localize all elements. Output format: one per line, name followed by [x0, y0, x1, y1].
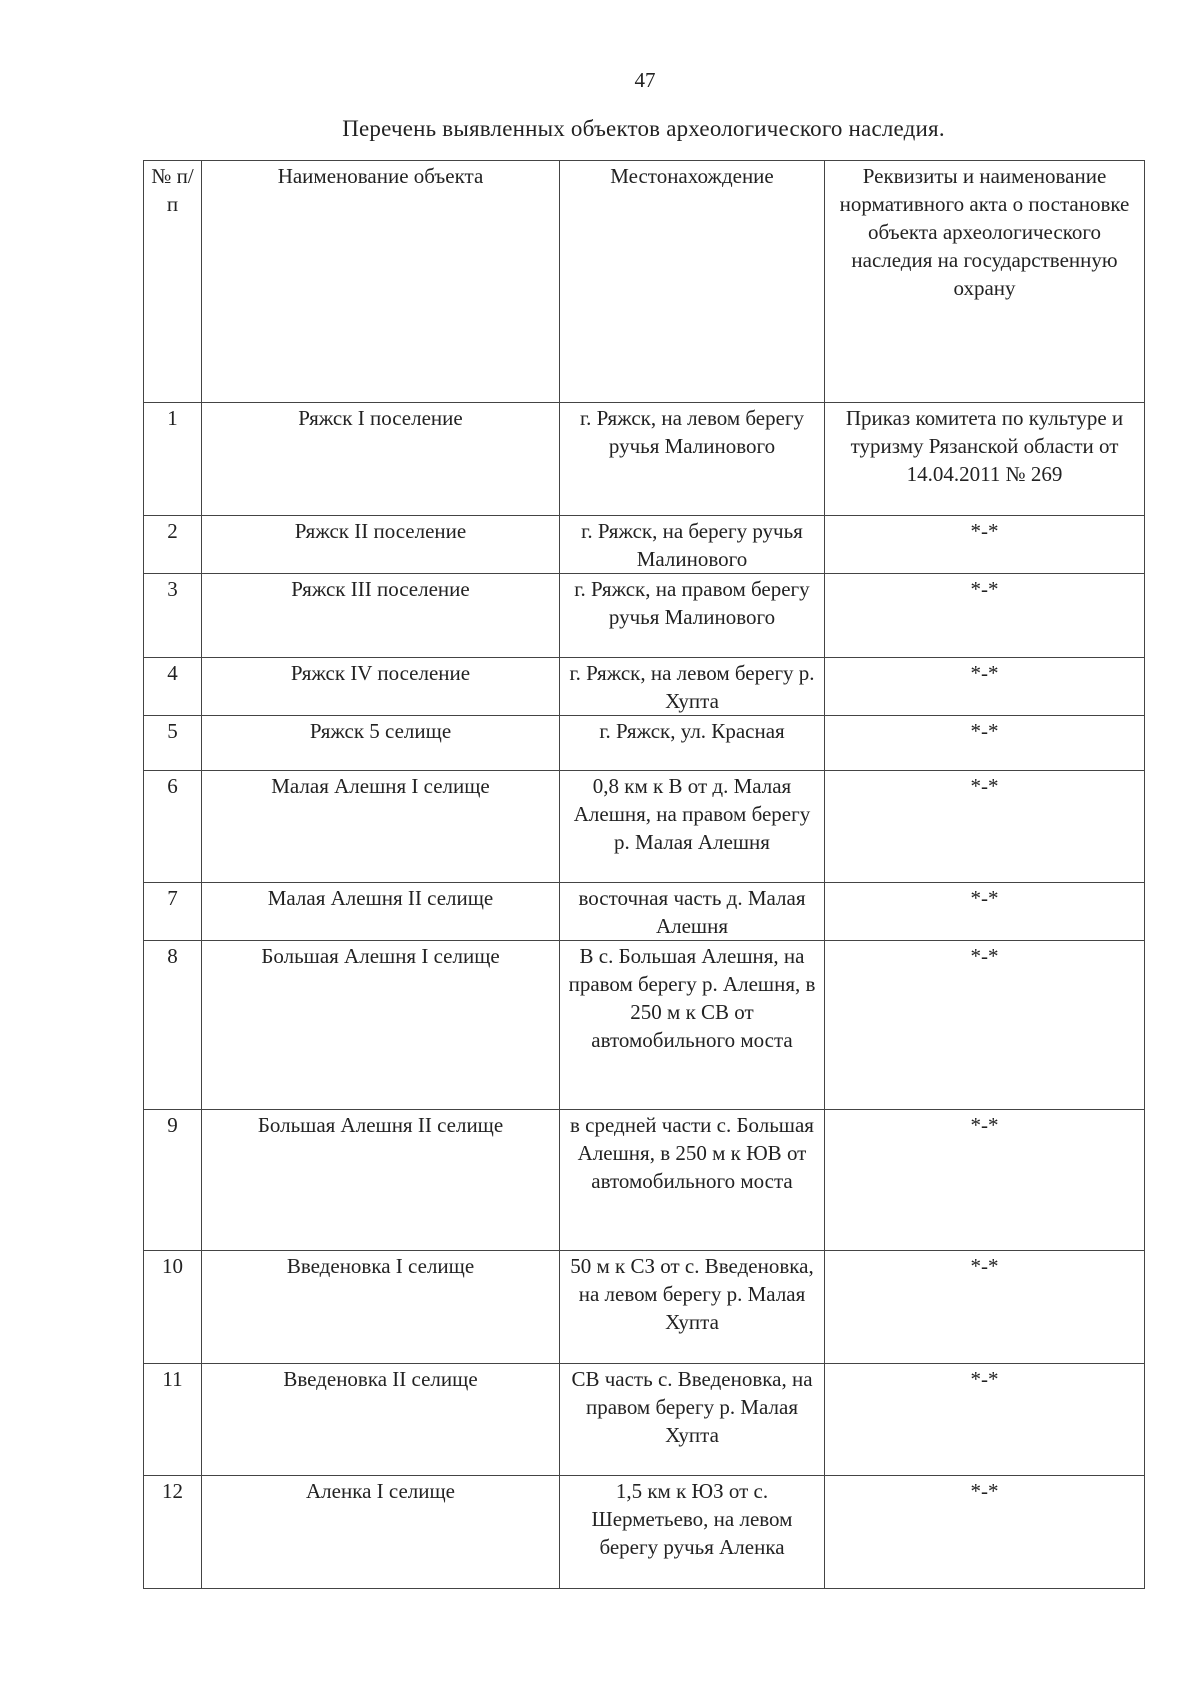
header-name: Наименование объекта: [202, 161, 560, 403]
cell-object-name: Ряжск 5 селище: [202, 716, 560, 771]
cell-num: 1: [144, 403, 202, 516]
page-number: 47: [634, 68, 656, 92]
cell-act: *-*: [825, 883, 1145, 941]
cell-object-name: Малая Алешня I селище: [202, 771, 560, 883]
table-row: [144, 1476, 1145, 1589]
cell-location: 50 м к СЗ от с. Введеновка, на левом берегу р. Малая Хупта: [560, 1251, 825, 1364]
table-row: [144, 883, 1145, 941]
cell-object-name: Ряжск IV поселение: [202, 658, 560, 716]
cell-act: *-*: [825, 658, 1145, 716]
cell-act: *-*: [825, 941, 1145, 1110]
table-row: [144, 1110, 1145, 1251]
cell-act: *-*: [825, 771, 1145, 883]
cell-act: *-*: [825, 716, 1145, 771]
header-num: № п/п: [144, 161, 202, 403]
cell-num: 11: [144, 1364, 202, 1476]
cell-location: г. Ряжск, на левом берегу ручья Малинового: [560, 403, 825, 516]
table-row: [144, 771, 1145, 883]
table-row: [144, 658, 1145, 716]
cell-act: *-*: [825, 1110, 1145, 1251]
cell-num: 9: [144, 1110, 202, 1251]
cell-num: 2: [144, 516, 202, 574]
cell-act: Приказ комитета по культуре и туризму Рязанской области от 14.04.2011 № 269: [825, 403, 1145, 516]
cell-location: В с. Большая Алешня, на правом берегу р. Алешня, в 250 м к СВ от автомобильного моста: [560, 941, 825, 1110]
cell-num: 10: [144, 1251, 202, 1364]
cell-location: восточная часть д. Малая Алешня: [560, 883, 825, 941]
cell-location: СВ часть с. Введеновка, на правом берегу р. Малая Хупта: [560, 1364, 825, 1476]
cell-num: 5: [144, 716, 202, 771]
cell-location: г. Ряжск, на берегу ручья Малинового: [560, 516, 825, 574]
table-row: [144, 716, 1145, 771]
cell-location: 1,5 км к ЮЗ от с. Шерметьево, на левом берегу ручья Аленка: [560, 1476, 825, 1589]
cell-location: в средней части с. Большая Алешня, в 250 м к ЮВ от автомобильного моста: [560, 1110, 825, 1251]
cell-object-name: Ряжск II поселение: [202, 516, 560, 574]
cell-num: 3: [144, 574, 202, 658]
cell-location: 0,8 км к В от д. Малая Алешня, на правом берегу р. Малая Алешня: [560, 771, 825, 883]
cell-object-name: Большая Алешня II селище: [202, 1110, 560, 1251]
cell-act: *-*: [825, 1364, 1145, 1476]
cell-object-name: Введеновка II селище: [202, 1364, 560, 1476]
cell-object-name: Аленка I селище: [202, 1476, 560, 1589]
table-row: [144, 516, 1145, 574]
table-row: [144, 403, 1145, 516]
cell-location: г. Ряжск, на правом берегу ручья Малинового: [560, 574, 825, 658]
cell-object-name: Ряжск I поселение: [202, 403, 560, 516]
table-row: [144, 1251, 1145, 1364]
cell-object-name: Введеновка I селище: [202, 1251, 560, 1364]
table-body: [144, 161, 1145, 1589]
cell-num: 6: [144, 771, 202, 883]
header-location: Местонахождение: [560, 161, 825, 403]
cell-num: 4: [144, 658, 202, 716]
cell-object-name: Большая Алешня I селище: [202, 941, 560, 1110]
table-row: [144, 941, 1145, 1110]
cell-object-name: Малая Алешня II селище: [202, 883, 560, 941]
cell-act: *-*: [825, 1476, 1145, 1589]
header-act: Реквизиты и наименование нормативного акта о постановке объекта археологического наследия на государственную охрану: [825, 161, 1145, 403]
cell-num: 12: [144, 1476, 202, 1589]
table-row: [144, 574, 1145, 658]
cell-object-name: Ряжск III поселение: [202, 574, 560, 658]
cell-act: *-*: [825, 574, 1145, 658]
cell-act: *-*: [825, 1251, 1145, 1364]
cell-location: г. Ряжск, ул. Красная: [560, 716, 825, 771]
cell-act: *-*: [825, 516, 1145, 574]
table-header-row: [144, 161, 1145, 403]
archaeological-objects-table: [143, 160, 1145, 1589]
table-row: [144, 1364, 1145, 1476]
document-title: Перечень выявленных объектов археологического наследия.: [342, 116, 945, 141]
cell-num: 7: [144, 883, 202, 941]
cell-num: 8: [144, 941, 202, 1110]
cell-location: г. Ряжск, на левом берегу р. Хупта: [560, 658, 825, 716]
